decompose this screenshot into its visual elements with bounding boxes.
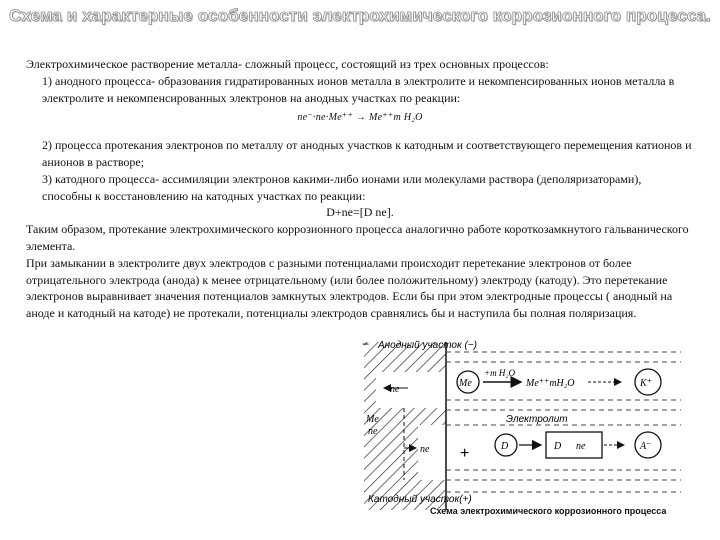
cathodic-reaction: D+ne=[D ne]. (326, 205, 394, 220)
electrolyte-label: Электролит (506, 414, 568, 425)
plus-sign: + (460, 445, 470, 462)
body-text (26, 56, 694, 322)
anodic-reaction: ne⁻·ne·Me⁺⁺ → Me⁺⁺m H₂O (297, 112, 423, 124)
d-circle-label: D (501, 441, 509, 452)
paragraph-intro: Электрохимическое растворение металла- сложный процесс, состоящий из трех основных процессов: (26, 57, 549, 71)
me-circle-label: Me (459, 378, 472, 389)
d-box-ne-label: ne (576, 441, 586, 452)
k-ion-label: K⁺ (640, 378, 652, 389)
a-ion-label: A⁻ (640, 441, 652, 452)
ne-left-label: ne (368, 426, 378, 437)
paragraph-polarization: При замыкании в электролите двух электродов с разными потенциалами происходит перетекание электронов от более отрицательного электрода (анода) к менее отрицательному (или более положительному) электроду (катоду). Это перетекание электронов выравнивает значения потенциалов замкнутых электродов. Если бы при этом электродные процессы ( анодный на аноде и катодный на катоде) не протекали, потенциалы электродов сравнялись бы и наступила бы полная поляризация. (26, 255, 673, 321)
ne-bottom-label: ne (420, 444, 430, 455)
paragraph-anodic: 1) анодного процесса- образования гидратированных ионов металла в электролите и некомпенсированных ионов металла в электролите и некомпенсированных электронов на анодных участках по реакции: (42, 73, 675, 105)
minus-sign: − (362, 337, 370, 351)
ne-top-label: ne (390, 384, 400, 395)
diagram-caption: Схема электрохимического коррозионного процесса (430, 506, 667, 516)
anode-area (376, 372, 446, 408)
me-hydrated-label: Me⁺⁺mH₂O (526, 378, 575, 389)
corrosion-diagram (356, 330, 690, 535)
me-left-label: Me (366, 414, 379, 425)
slide-title: Схема и характерные особенности электрохимического коррозионного процесса. (9, 6, 711, 25)
paragraph-cathodic: 3) катодного процесса- ассимиляции электронов какими-либо ионами или молекулами раствора (деполяризаторами), способны к восстановлению на катодных участках по реакции: (42, 171, 642, 203)
anode-label: Анодный участок (−) (378, 340, 477, 351)
paragraph-conclusion: Таким образом, протекание электрохимического коррозионного процесса аналогично работе короткозамкнутого гальванического элемента. (26, 222, 689, 253)
plus-mh2o-label: +m H₂O (484, 368, 515, 378)
paragraph-electron-flow: 2) процесса протекания электронов по металлу от анодных участков к катодным и соответствующего перемещения катионов и анионов в растворе; (42, 138, 692, 169)
d-box-d-label: D (554, 441, 562, 452)
cathode-label: Катодный участок(+) (368, 494, 472, 505)
